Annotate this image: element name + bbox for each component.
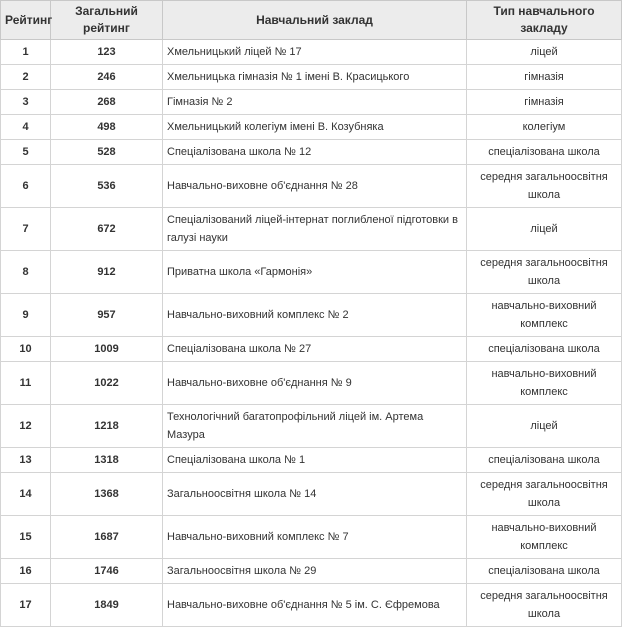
cell-institution: Спеціалізована школа № 27 xyxy=(163,337,467,362)
cell-institution: Навчально-виховне об'єднання № 5 ім. С. Єфремова xyxy=(163,584,467,627)
cell-overall-rank: 672 xyxy=(51,208,163,251)
cell-overall-rank: 536 xyxy=(51,165,163,208)
cell-institution-type: гімназія xyxy=(467,90,622,115)
table-row xyxy=(1,559,622,584)
cell-institution: Технологічний багатопрофільний ліцей ім. Артема Мазура xyxy=(163,405,467,448)
cell-institution-type: середня загальноосвітня школа xyxy=(467,584,622,627)
cell-overall-rank: 1318 xyxy=(51,448,163,473)
table-row xyxy=(1,516,622,559)
cell-overall-rank: 1849 xyxy=(51,584,163,627)
cell-overall-rank: 268 xyxy=(51,90,163,115)
table-header xyxy=(1,1,622,40)
cell-institution-type: колегіум xyxy=(467,115,622,140)
table-row xyxy=(1,90,622,115)
cell-institution: Навчально-виховний комплекс № 2 xyxy=(163,294,467,337)
cell-institution: Навчально-виховний комплекс № 7 xyxy=(163,516,467,559)
cell-institution: Хмельницький колегіум імені В. Козубняка xyxy=(163,115,467,140)
cell-institution-type: спеціалізована школа xyxy=(467,337,622,362)
header-institution-type: Тип навчального закладу xyxy=(467,1,622,40)
cell-institution-type: середня загальноосвітня школа xyxy=(467,473,622,516)
table-row xyxy=(1,294,622,337)
cell-overall-rank: 123 xyxy=(51,40,163,65)
cell-institution: Приватна школа «Гармонія» xyxy=(163,251,467,294)
cell-rank: 10 xyxy=(1,337,51,362)
cell-institution-type: середня загальноосвітня школа xyxy=(467,165,622,208)
cell-institution-type: спеціалізована школа xyxy=(467,140,622,165)
cell-institution-type: ліцей xyxy=(467,40,622,65)
cell-institution-type: ліцей xyxy=(467,405,622,448)
cell-rank: 11 xyxy=(1,362,51,405)
table-row xyxy=(1,473,622,516)
cell-institution: Загальноосвітня школа № 14 xyxy=(163,473,467,516)
cell-rank: 16 xyxy=(1,559,51,584)
table-row xyxy=(1,140,622,165)
table-row xyxy=(1,362,622,405)
cell-overall-rank: 957 xyxy=(51,294,163,337)
cell-institution-type: середня загальноосвітня школа xyxy=(467,251,622,294)
cell-institution-type: навчально-виховний комплекс xyxy=(467,516,622,559)
cell-institution-type: ліцей xyxy=(467,208,622,251)
cell-rank: 9 xyxy=(1,294,51,337)
cell-overall-rank: 528 xyxy=(51,140,163,165)
cell-rank: 12 xyxy=(1,405,51,448)
cell-institution-type: спеціалізована школа xyxy=(467,448,622,473)
cell-rank: 15 xyxy=(1,516,51,559)
table-row xyxy=(1,251,622,294)
cell-overall-rank: 1368 xyxy=(51,473,163,516)
cell-institution: Спеціалізована школа № 12 xyxy=(163,140,467,165)
table-row xyxy=(1,65,622,90)
cell-rank: 17 xyxy=(1,584,51,627)
cell-rank: 5 xyxy=(1,140,51,165)
cell-overall-rank: 1022 xyxy=(51,362,163,405)
cell-institution: Навчально-виховне об'єднання № 9 xyxy=(163,362,467,405)
table-row xyxy=(1,40,622,65)
table-row xyxy=(1,337,622,362)
cell-rank: 2 xyxy=(1,65,51,90)
cell-rank: 3 xyxy=(1,90,51,115)
header-institution: Навчальний заклад xyxy=(163,1,467,40)
cell-institution: Спеціалізований ліцей-інтернат поглибленої підготовки в галузі науки xyxy=(163,208,467,251)
cell-rank: 8 xyxy=(1,251,51,294)
cell-rank: 14 xyxy=(1,473,51,516)
cell-institution-type: навчально-виховний комплекс xyxy=(467,294,622,337)
cell-institution: Хмельницький ліцей № 17 xyxy=(163,40,467,65)
cell-overall-rank: 246 xyxy=(51,65,163,90)
cell-rank: 1 xyxy=(1,40,51,65)
cell-rank: 7 xyxy=(1,208,51,251)
cell-overall-rank: 1218 xyxy=(51,405,163,448)
cell-overall-rank: 1009 xyxy=(51,337,163,362)
table-row xyxy=(1,165,622,208)
cell-rank: 4 xyxy=(1,115,51,140)
table-row xyxy=(1,208,622,251)
header-row xyxy=(1,1,622,40)
cell-institution: Спеціалізована школа № 1 xyxy=(163,448,467,473)
header-rank: Рейтинг xyxy=(1,1,51,40)
table-row xyxy=(1,115,622,140)
table-body xyxy=(1,40,622,627)
cell-institution-type: спеціалізована школа xyxy=(467,559,622,584)
cell-institution: Навчально-виховне об'єднання № 28 xyxy=(163,165,467,208)
table-row xyxy=(1,405,622,448)
cell-institution-type: навчально-виховний комплекс xyxy=(467,362,622,405)
table-row xyxy=(1,448,622,473)
table-row xyxy=(1,584,622,627)
cell-rank: 6 xyxy=(1,165,51,208)
cell-overall-rank: 1687 xyxy=(51,516,163,559)
cell-institution: Гімназія № 2 xyxy=(163,90,467,115)
cell-overall-rank: 912 xyxy=(51,251,163,294)
cell-overall-rank: 1746 xyxy=(51,559,163,584)
cell-rank: 13 xyxy=(1,448,51,473)
cell-institution-type: гімназія xyxy=(467,65,622,90)
cell-overall-rank: 498 xyxy=(51,115,163,140)
cell-institution: Хмельницька гімназія № 1 імені В. Красицького xyxy=(163,65,467,90)
cell-institution: Загальноосвітня школа № 29 xyxy=(163,559,467,584)
header-overall-rank: Загальний рейтинг xyxy=(51,1,163,40)
